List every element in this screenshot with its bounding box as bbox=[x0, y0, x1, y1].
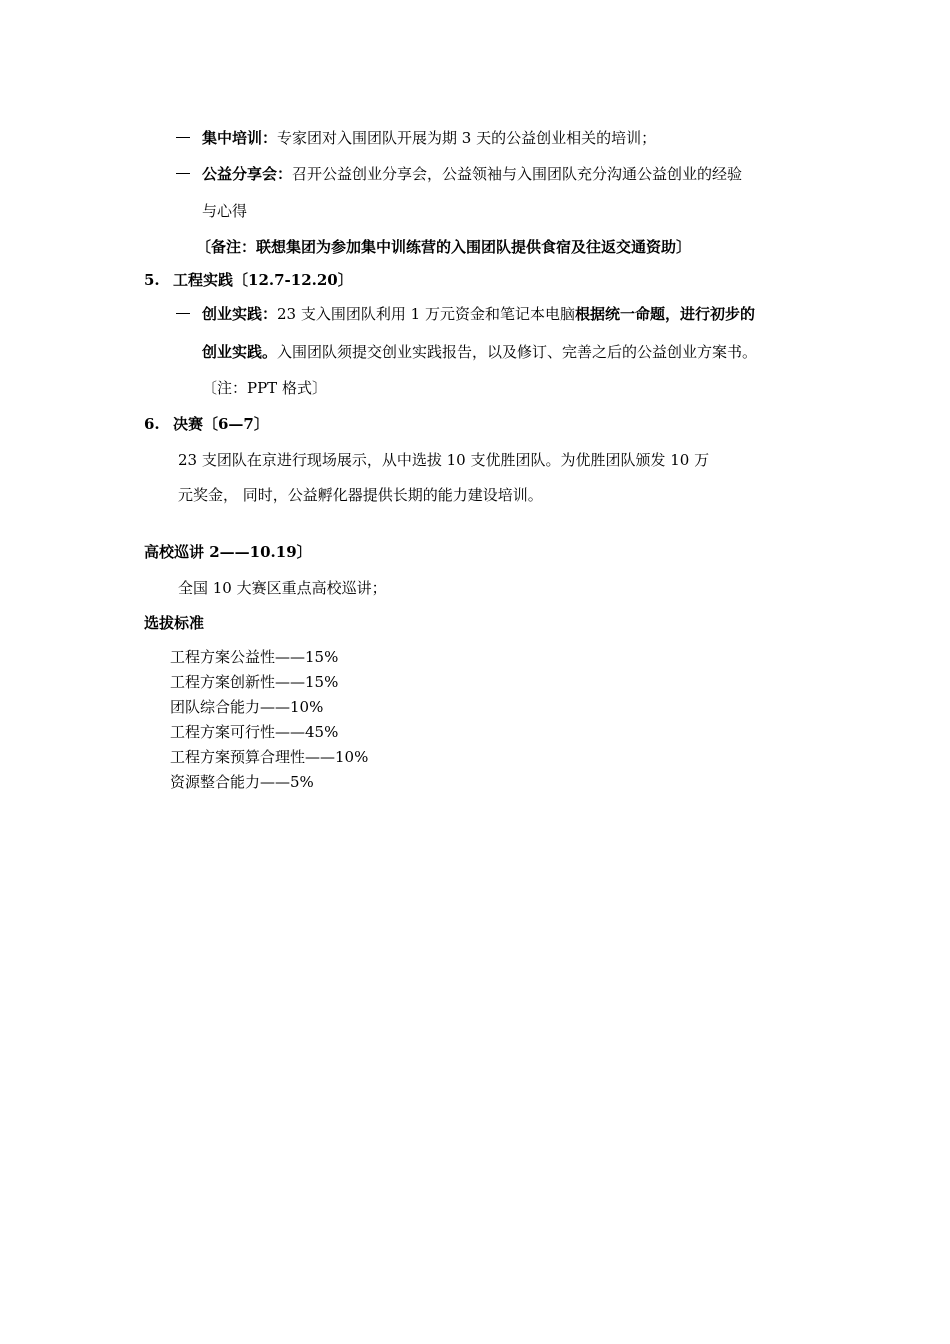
practice-item bbox=[202, 304, 755, 324]
section6-number: 6. bbox=[144, 415, 160, 433]
section5-title: 工程实践〔12.7-12.20〕 bbox=[173, 271, 353, 289]
practice-text: 23 支入围团队利用 1 万元资金和笔记本电脑 bbox=[277, 305, 575, 323]
dash-bullet bbox=[176, 313, 190, 314]
practice-bold: 根据统一命题，进行初步的 bbox=[574, 305, 755, 323]
remark: 〔备注：联想集团为参加集中训练营的入围团队提供食宿及往返交通资助〕 bbox=[196, 238, 692, 256]
criteria-item: 工程方案可行性——45% bbox=[170, 723, 339, 741]
sharing-text-cont: 与心得 bbox=[202, 202, 248, 220]
practice-bold-cont: 创业实践。 bbox=[202, 343, 278, 361]
training-text: 专家团对入围团队开展为期 3 天的公益创业相关的培训； bbox=[277, 129, 657, 147]
section5-number: 5. bbox=[144, 271, 160, 289]
criteria-item: 资源整合能力——5% bbox=[170, 773, 314, 791]
practice-text-cont: 入围团队须提交创业实践报告，以及修订、完善之后的公益创业方案书。 bbox=[277, 343, 758, 361]
training-label: 集中培训： bbox=[202, 129, 278, 147]
tour-title: 高校巡讲 2——10.19〕 bbox=[144, 543, 312, 561]
practice-item-cont bbox=[202, 342, 757, 362]
section6-line1: 23 支团队在京进行现场展示，从中选拔 10 支优胜团队。为优胜团队颁发 10 万 bbox=[178, 451, 710, 469]
criteria-item: 工程方案预算合理性——10% bbox=[170, 748, 369, 766]
tour-text: 全国 10 大赛区重点高校巡讲； bbox=[178, 579, 387, 597]
practice-label: 创业实践： bbox=[202, 305, 278, 323]
sharing-item bbox=[202, 164, 742, 184]
criteria-item: 团队综合能力——10% bbox=[170, 698, 324, 716]
training-item bbox=[202, 128, 656, 148]
criteria-item: 工程方案公益性——15% bbox=[170, 648, 339, 666]
criteria-title: 选拔标准 bbox=[144, 614, 205, 632]
section6-line2: 元奖金， 同时，公益孵化器提供长期的能力建设培训。 bbox=[178, 486, 543, 504]
dash-bullet bbox=[176, 137, 190, 138]
sharing-text: 召开公益创业分享会，公益领袖与入围团队充分沟通公益创业的经验 bbox=[292, 165, 743, 183]
criteria-item: 工程方案创新性——15% bbox=[170, 673, 339, 691]
practice-note: 〔注：PPT 格式〕 bbox=[202, 379, 327, 397]
sharing-label: 公益分享会： bbox=[202, 165, 293, 183]
dash-bullet bbox=[176, 173, 190, 174]
section6-title: 决赛〔6—7〕 bbox=[173, 415, 269, 433]
